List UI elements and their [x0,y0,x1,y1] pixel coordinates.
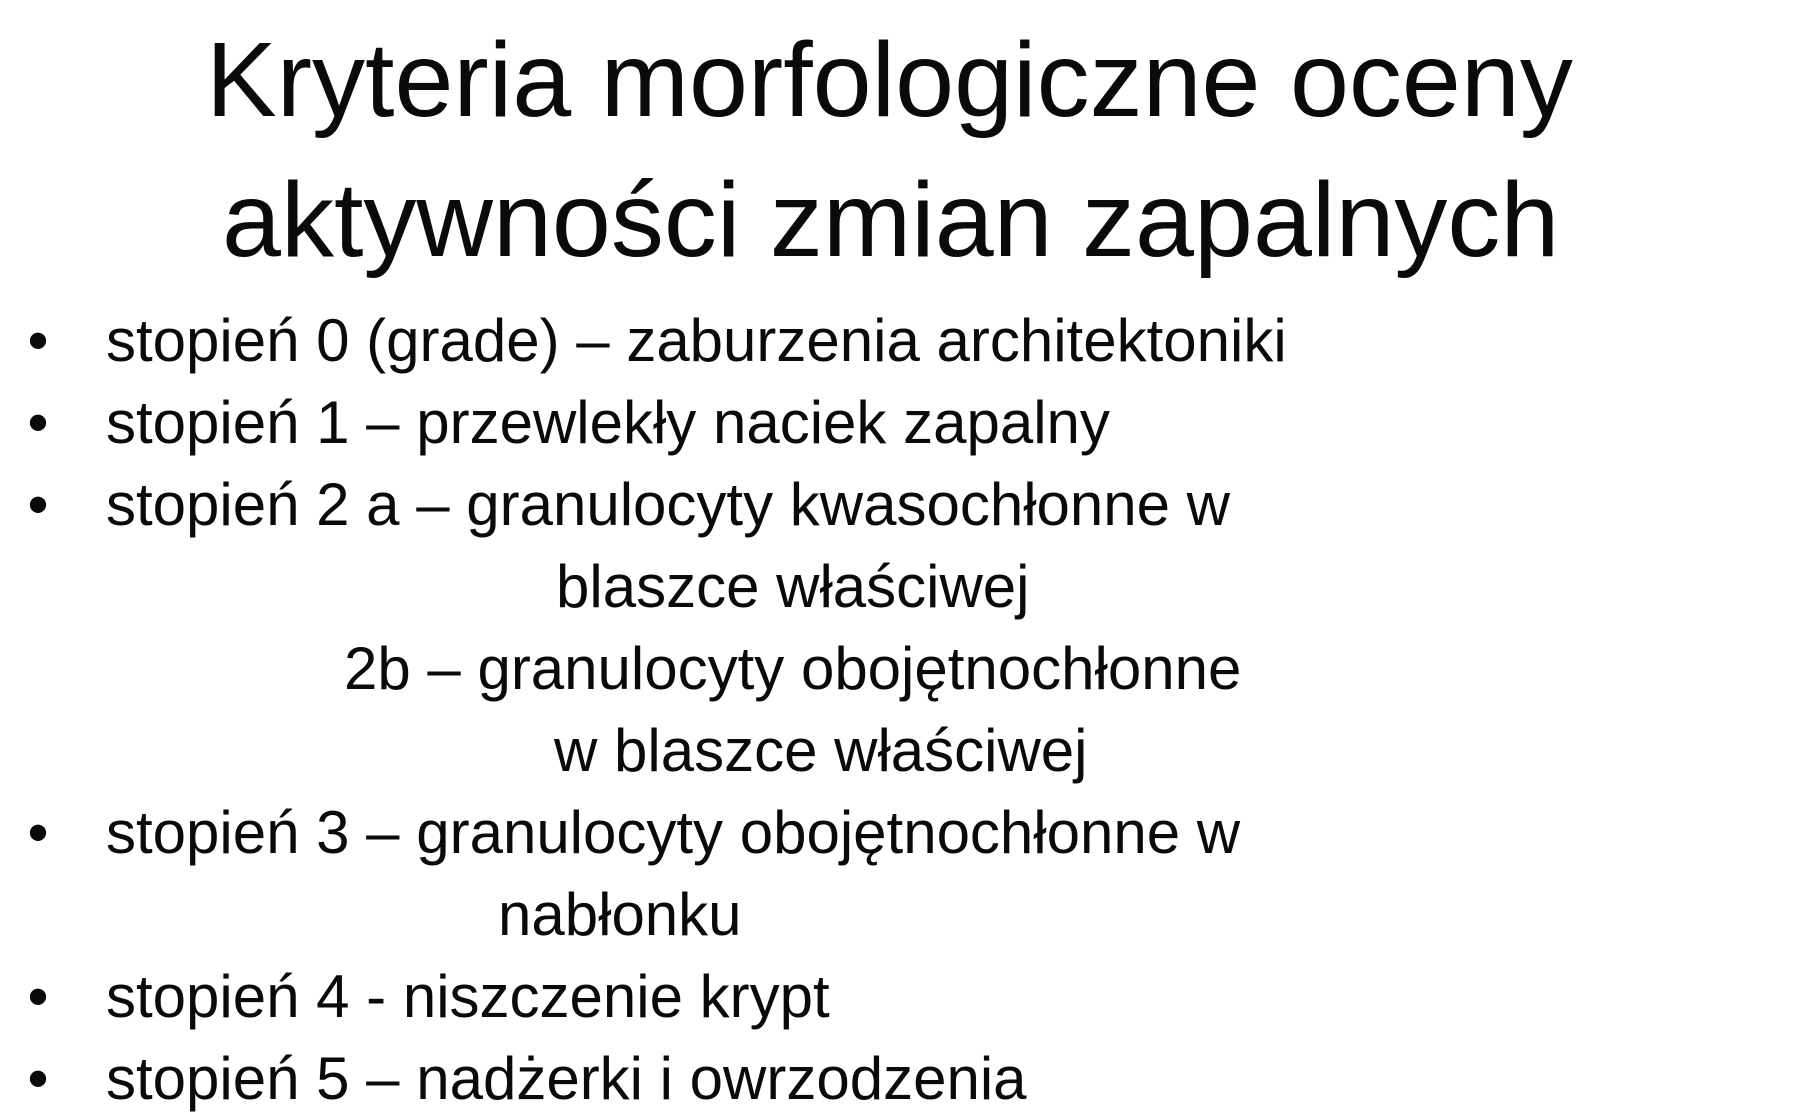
bullet-icon: • [27,799,49,866]
list-item-text: stopień 0 (grade) – zaburzenia architektoniki [106,307,1287,374]
bullet-icon: • [27,307,49,374]
list-item-continuation-text: w blaszce właściwej [554,717,1088,784]
title-line-1: Kryteria morfologiczne oceny [206,21,1573,139]
list-item-text: stopień 3 – granulocyty obojętnochłonne w [106,799,1241,866]
bullet-icon: • [27,963,49,1030]
bullet-icon: • [27,471,49,538]
slide-title [200,10,1806,290]
list-item-text: stopień 2 a – granulocyty kwasochłonne w [106,471,1231,538]
list-item-text: stopień 4 - niszczenie krypt [106,963,830,1030]
list-item-text: stopień 1 – przewlekły naciek zapalny [106,389,1110,456]
title-line-2: aktywności zmian zapalnych [222,161,1560,279]
list-item-text: stopień 5 – nadżerki i owrzodzenia [106,1045,1027,1112]
list-item-continuation-text: nabłonku [498,881,742,948]
bullet-icon: • [27,1045,49,1112]
list-item-continuation-text: blaszce właściwej [556,553,1030,620]
list-subitem-text: 2b – granulocyty obojętnochłonne [344,635,1242,702]
bullet-icon: • [27,389,49,456]
